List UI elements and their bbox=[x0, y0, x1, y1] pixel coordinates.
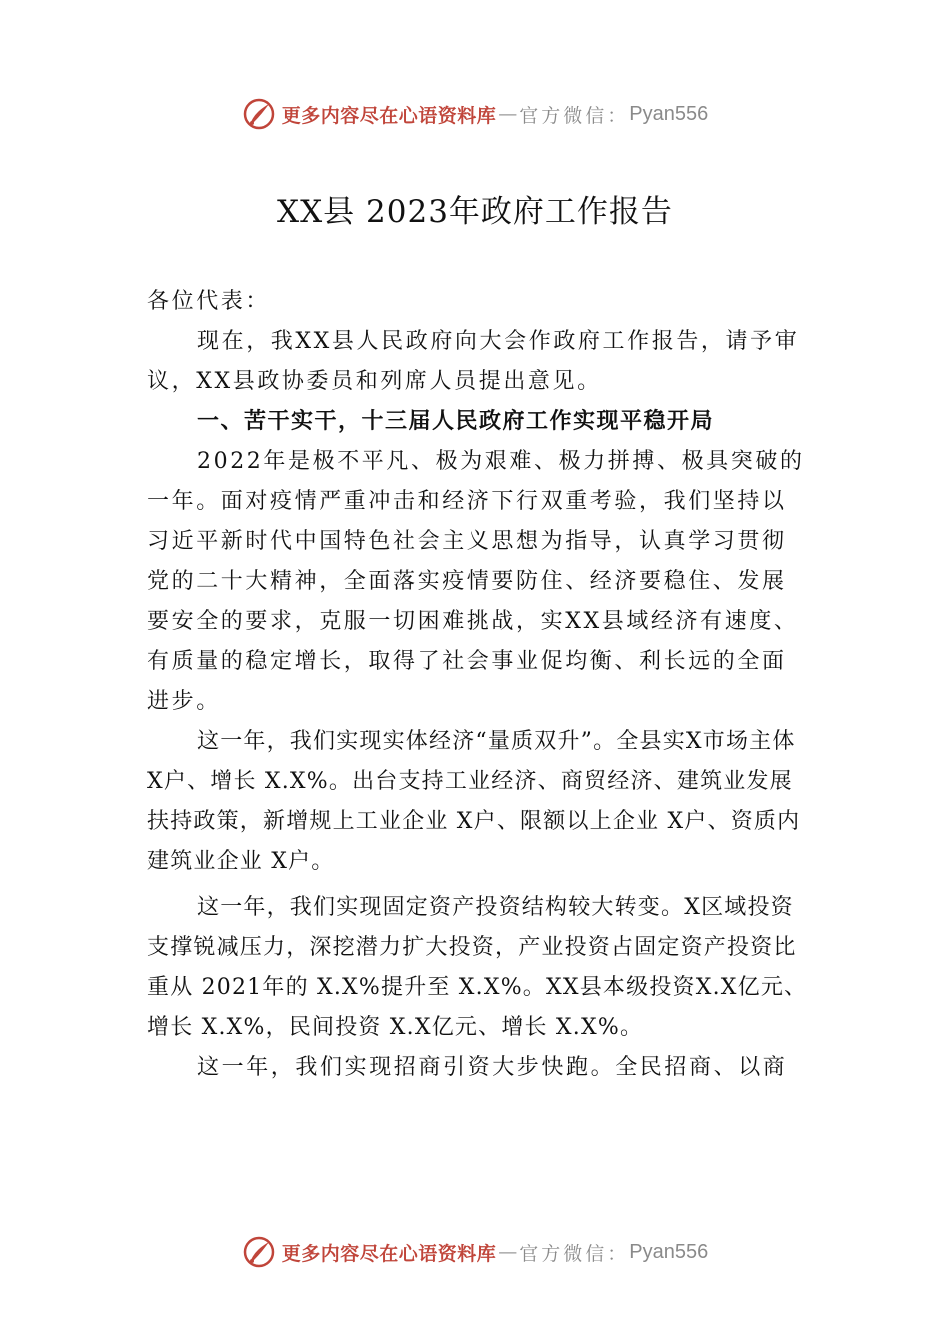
banner-wechat-label: 官方微信： bbox=[519, 1242, 630, 1265]
paragraph-fixed-investment: 这一年，我们实现固定资产投资结构较大转变。X区域投资支撑锐减压力，深挖潜力扩大投资，产业投资占固定资产投资比重从 2021年的 X.X%提升至 X.X%。XX县本级投资X.X亿元、增长 X.X%，民间投资 X.X亿元、增长 X.X%。 bbox=[147, 895, 808, 1040]
document-body bbox=[147, 282, 811, 1088]
banner-wechat-label: 官方微信： bbox=[519, 104, 630, 127]
footer-banner bbox=[0, 1232, 950, 1272]
banner-dash: — bbox=[498, 103, 518, 125]
banner-wechat-handle: Pyan556 bbox=[629, 1240, 709, 1263]
document-title: XX县 2023年政府工作报告 bbox=[277, 194, 673, 230]
intro-paragraph: 现在，我XX县人民政府向大会作政府工作报告，请予审议，XX县政协委员和列席人员提出意见。 bbox=[147, 329, 800, 394]
banner-brand-text: 更多内容尽在心语资料库 bbox=[281, 104, 497, 127]
brush-pen-logo-icon bbox=[242, 97, 276, 131]
header-banner bbox=[0, 94, 950, 134]
paragraph-investment-promotion: 这一年，我们实现招商引资大步快跑。全民招商、以商 bbox=[197, 1055, 788, 1080]
paragraph-real-economy: 这一年，我们实现实体经济“量质双升”。全县实X市场主体 X户、增长 X.X%。出台支持工业经济、商贸经济、建筑业发展扶持政策，新增规上工业企业 X户、限额以上企业 X户、资质内建筑业企业 X户。 bbox=[147, 729, 801, 874]
banner-dash: — bbox=[498, 1241, 518, 1263]
paragraph-2022-review: 2022年是极不平凡、极为艰难、极力拼搏、极具突破的一年。面对疫情严重冲击和经济下行双重考验，我们坚持以习近平新时代中国特色社会主义思想为指导，认真学习贯彻党的二十大精神，全面落实疫情要防住、经济要稳住、发展要安全的要求，克服一切困难挑战，实XX县域经济有速度、有质量的稳定增长，取得了社会事业促均衡、利长远的全面进步。 bbox=[147, 449, 805, 714]
banner-brand-text: 更多内容尽在心语资料库 bbox=[281, 1242, 497, 1265]
banner-wechat-handle: Pyan556 bbox=[629, 102, 709, 125]
section-heading: 一、苦干实干，十三届人民政府工作实现平稳开局 bbox=[197, 409, 715, 434]
brush-pen-logo-icon bbox=[242, 1235, 276, 1269]
salutation: 各位代表： bbox=[147, 289, 271, 314]
